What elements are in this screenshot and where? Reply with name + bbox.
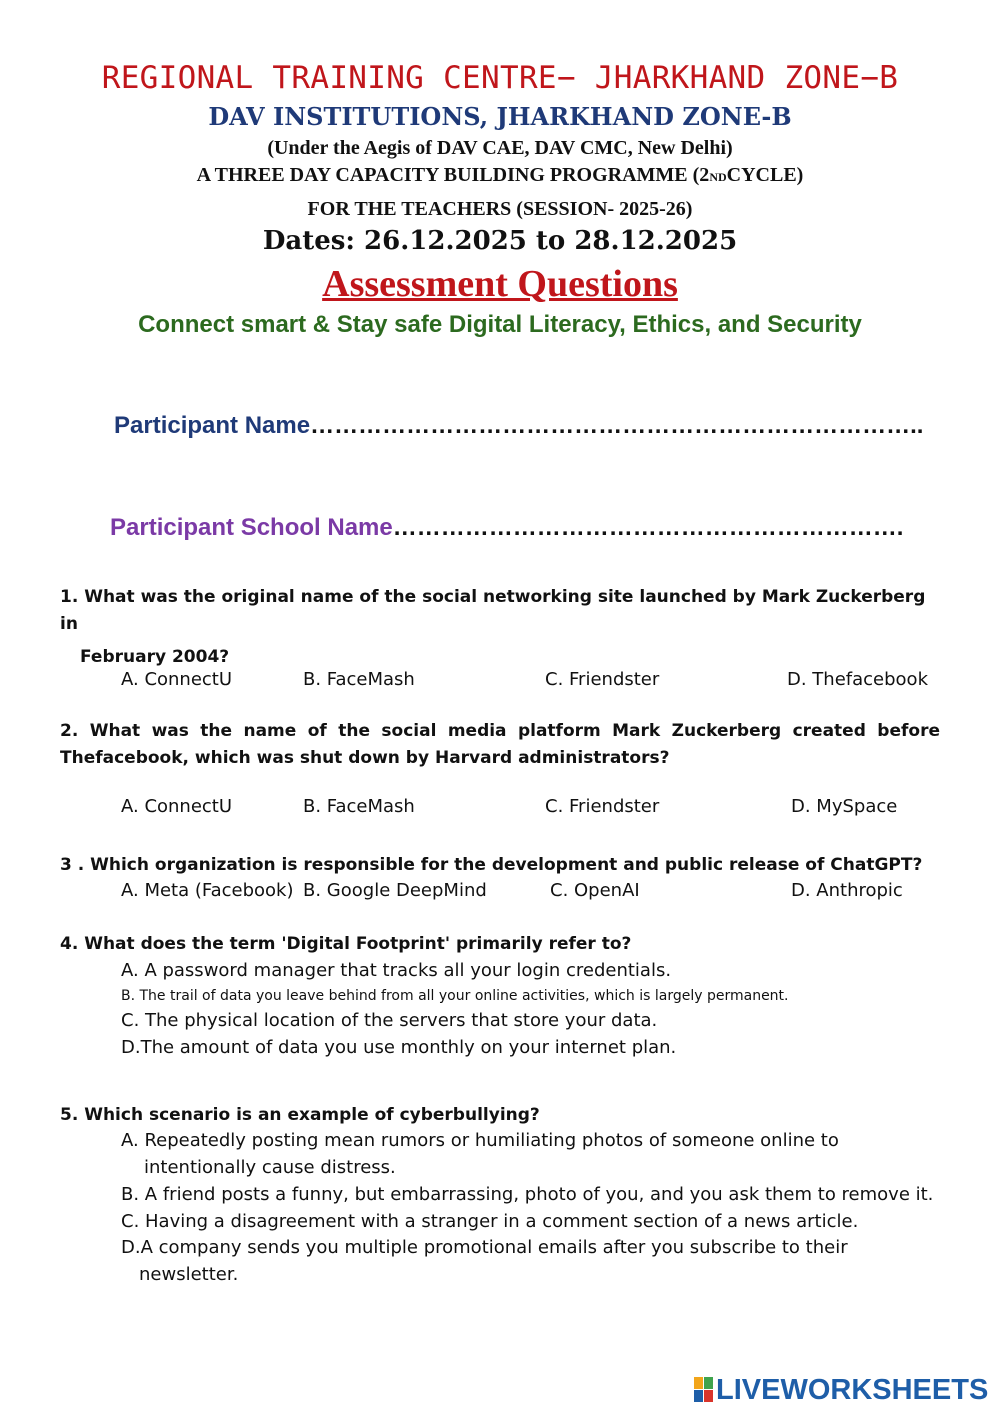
q5-option-d[interactable]: D.A company sends you multiple promotional emails after you subscribe to their <box>121 1237 848 1258</box>
q1-option-d[interactable]: D. Thefacebook <box>787 669 928 690</box>
q4-option-d[interactable]: D.The amount of data you use monthly on your internet plan. <box>121 1037 677 1058</box>
header-regional-centre: REGIONAL TRAINING CENTRE− JHARKHAND ZONE−B <box>101 60 899 96</box>
q2-option-b[interactable]: B. FaceMash <box>303 796 415 817</box>
school-name-blank[interactable]: ………………………………………………………. <box>392 514 904 541</box>
liveworksheets-logo <box>694 1375 990 1405</box>
q3-option-c[interactable]: C. OpenAI <box>550 880 640 901</box>
school-name-field[interactable] <box>110 514 903 542</box>
q5-option-a[interactable]: A. Repeatedly posting mean rumors or humiliating photos of someone online to <box>121 1130 839 1151</box>
q2-option-d[interactable]: D. MySpace <box>791 796 898 817</box>
question-2 <box>60 718 940 772</box>
q1-option-b[interactable]: B. FaceMash <box>303 669 415 690</box>
school-name-label: Participant School Name <box>110 514 393 541</box>
participant-name-field[interactable] <box>114 412 923 440</box>
liveworksheets-wordmark: LIVEWORKSHEETS <box>716 1374 989 1406</box>
q2-option-a[interactable]: A. ConnectU <box>121 796 233 817</box>
q5-option-b[interactable]: B. A friend posts a funny, but embarrassing, photo of you, and you ask them to remove it. <box>121 1184 934 1205</box>
participant-name-label: Participant Name <box>114 412 311 439</box>
q3-option-a[interactable]: A. Meta (Facebook) <box>121 880 294 901</box>
q5-option-c[interactable]: C. Having a disagreement with a stranger in a comment section of a news article. <box>121 1211 859 1232</box>
q4-option-b[interactable]: B. The trail of data you leave behind from all your online activities, which is largely permanent. <box>121 988 789 1004</box>
question-1-text: 1. What was the original name of the social networking site launched by Mark Zuckerberg in <box>60 587 926 634</box>
question-4-text: 4. What does the term 'Digital Footprint' primarily refer to? <box>60 934 632 954</box>
q2-option-c[interactable]: C. Friendster <box>545 796 660 817</box>
question-2-text-cont: Thefacebook, which was shut down by Harvard administrators? <box>60 748 670 768</box>
header-institution: DAV INSTITUTIONS, JHARKHAND ZONE-B <box>208 102 792 131</box>
q1-option-c[interactable]: C. Friendster <box>545 669 660 690</box>
header-programme-ordinal: ND <box>709 170 727 184</box>
question-2-text: 2. What was the name of the social media platform Mark Zuckerberg created before <box>60 721 940 741</box>
header-programme-text: A THREE DAY CAPACITY BUILDING PROGRAMME (2 <box>196 164 710 186</box>
q1-option-a[interactable]: A. ConnectU <box>121 669 233 690</box>
question-1 <box>60 584 940 671</box>
question-1-text-cont: February 2004? <box>80 647 230 667</box>
q3-option-d[interactable]: D. Anthropic <box>791 880 903 901</box>
question-3-text: 3 . Which organization is responsible for the development and public release of ChatGPT? <box>60 855 923 875</box>
question-3 <box>60 852 940 879</box>
q5-option-d-cont: newsletter. <box>139 1264 239 1285</box>
q3-option-b[interactable]: B. Google DeepMind <box>303 880 487 901</box>
page-title: Assessment Questions <box>322 263 678 305</box>
question-5-text: 5. Which scenario is an example of cyberbullying? <box>60 1105 540 1125</box>
question-4 <box>60 931 940 958</box>
liveworksheets-cube-icon <box>694 1377 714 1403</box>
q4-option-c[interactable]: C. The physical location of the servers that store your data. <box>121 1010 658 1031</box>
page-subtitle: Connect smart & Stay safe Digital Literacy, Ethics, and Security <box>138 311 862 338</box>
q5-option-a-cont: intentionally cause distress. <box>144 1157 396 1178</box>
header-programme-cycle: CYCLE) <box>726 164 804 186</box>
header-session: FOR THE TEACHERS (SESSION- 2025-26) <box>307 198 693 220</box>
question-5 <box>60 1102 940 1129</box>
header-dates: Dates: 26.12.2025 to 28.12.2025 <box>262 226 738 256</box>
header-aegis: (Under the Aegis of DAV CAE, DAV CMC, New Delhi) <box>267 137 733 159</box>
header-programme <box>0 164 1000 187</box>
q4-option-a[interactable]: A. A password manager that tracks all your login credentials. <box>121 960 672 981</box>
participant-name-blank[interactable]: ………………………………………………………………….. <box>310 412 924 439</box>
